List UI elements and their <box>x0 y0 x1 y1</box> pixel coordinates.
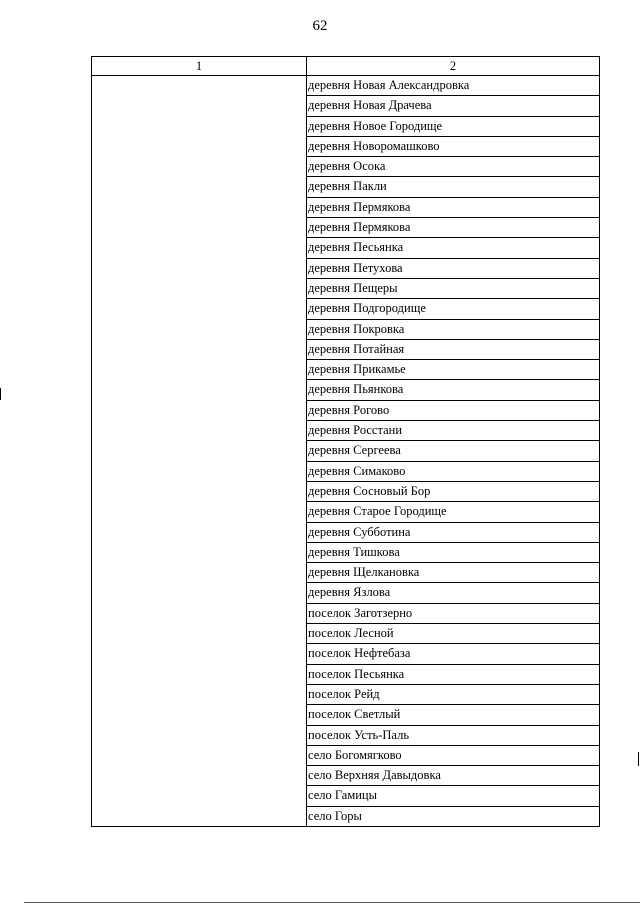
settlement-name-cell: деревня Сосновый Бор <box>307 481 600 501</box>
table-row <box>92 76 600 96</box>
settlement-name-cell: поселок Усть-Паль <box>307 725 600 745</box>
settlement-name-cell: деревня Новая Александровка <box>307 76 600 96</box>
settlement-name-cell: деревня Субботина <box>307 522 600 542</box>
settlement-name-cell: село Гамицы <box>307 786 600 806</box>
scan-edge-mark-left <box>0 388 1 400</box>
settlement-name-cell: деревня Петухова <box>307 258 600 278</box>
scan-edge-mark-right <box>638 752 639 766</box>
settlement-name-cell: село Горы <box>307 806 600 826</box>
settlement-name-cell: поселок Нефтебаза <box>307 644 600 664</box>
settlement-name-cell: деревня Росстани <box>307 421 600 441</box>
settlement-name-cell: деревня Симаково <box>307 461 600 481</box>
scan-edge-line-bottom <box>24 902 640 903</box>
column-1-cell <box>92 76 307 827</box>
settlement-name-cell: деревня Язлова <box>307 583 600 603</box>
settlement-name-cell: деревня Осока <box>307 157 600 177</box>
settlement-name-cell: поселок Заготзерно <box>307 603 600 623</box>
settlement-name-cell: поселок Лесной <box>307 624 600 644</box>
settlement-name-cell: деревня Покровка <box>307 319 600 339</box>
column-header-1: 1 <box>92 57 307 76</box>
settlement-name-cell: деревня Старое Городище <box>307 502 600 522</box>
settlement-name-cell: деревня Новая Драчева <box>307 96 600 116</box>
settlement-name-cell: поселок Светлый <box>307 705 600 725</box>
settlement-name-cell: деревня Прикамье <box>307 360 600 380</box>
table-header-row <box>92 57 600 76</box>
settlement-name-cell: поселок Рейд <box>307 684 600 704</box>
settlement-name-cell: деревня Сергеева <box>307 441 600 461</box>
settlement-name-cell: село Богомягково <box>307 745 600 765</box>
column-header-2: 2 <box>307 57 600 76</box>
settlement-name-cell: деревня Тишкова <box>307 542 600 562</box>
settlement-name-cell: деревня Пьянкова <box>307 380 600 400</box>
settlement-name-cell: село Верхняя Давыдовка <box>307 766 600 786</box>
settlement-name-cell: деревня Пещеры <box>307 278 600 298</box>
settlement-name-cell: деревня Песьянка <box>307 238 600 258</box>
settlements-table <box>91 56 600 827</box>
settlement-name-cell: деревня Новоромашково <box>307 136 600 156</box>
settlement-name-cell: деревня Рогово <box>307 400 600 420</box>
settlement-name-cell: деревня Пермякова <box>307 218 600 238</box>
settlement-name-cell: деревня Потайная <box>307 339 600 359</box>
page-number: 62 <box>312 18 328 34</box>
settlement-name-cell: деревня Подгородище <box>307 299 600 319</box>
settlement-name-cell: поселок Песьянка <box>307 664 600 684</box>
settlement-name-cell: деревня Щелкановка <box>307 563 600 583</box>
settlement-name-cell: деревня Новое Городище <box>307 116 600 136</box>
settlement-name-cell: деревня Пермякова <box>307 197 600 217</box>
settlement-name-cell: деревня Пакли <box>307 177 600 197</box>
